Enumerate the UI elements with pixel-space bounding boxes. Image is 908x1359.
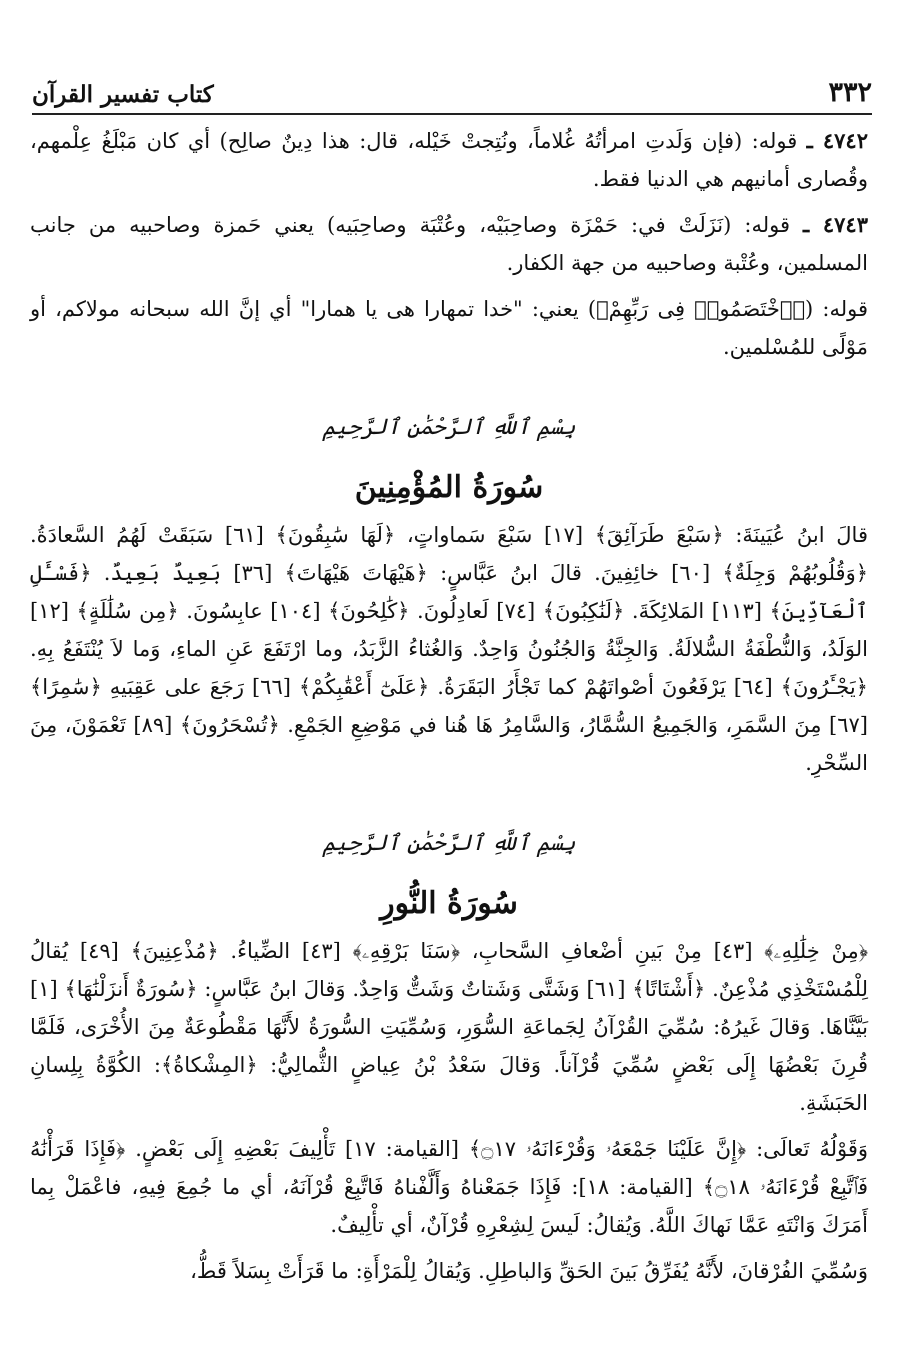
sura-muminun-paragraph: قالَ ابنُ عُيَينَةَ: ﴿سَبْعَ طَرَآئِقَ﴾ [١٧] سَبْعَ سَماواتٍ، ﴿لَهَا سَٰبِقُونَ﴾ [٦١] سَبَقَتْ لَهُمُ السَّعادَةُ. ﴿وَقُلُوبُهُمْ وَجِلَةٌ﴾ [٦٠] خائِفِينَ. قالَ ابنُ عَبَّاسٍ: ﴿هَيْهَاتَ هَيْهَاتَ﴾ [٣٦] بَعِيدٌ بَعِيدٌ. ﴿فَسْـَٔلِ ٱلْعَآدِّينَ﴾ [١١٣] المَلائِكَةَ. ﴿لَنَٰكِبُونَ﴾ [٧٤] لَعادِلُونَ. ﴿كَٰلِحُونَ﴾ [١٠٤] عابِسُونَ. ﴿مِن سُلَٰلَةٍ﴾ [١٢] الوَلَدُ، وَالنُّطْفَةُ السُّلالَةُ. وَالجِنَّةُ وَالجُنُونُ وَاحِدٌ. وَالغُثاءُ الزَّبَدُ، وما ارْتَفَعَ عَنِ الماءِ، وَما لاَ يُنْتَفَعُ بِهِ. ﴿يَجْـَٔرُونَ﴾ [٦٤] يَرْفَعُونَ أصْواتَهُمْ كما تَجْأَرُ البَقَرَةُ. ﴿عَلَىٰٓ أَعْقَٰبِكُمْ﴾ [٦٦] رَجَعَ على عَقِبَيهِ ﴿سَٰمِرًا﴾ [٦٧] مِنَ السَّمَرِ، وَالجَمِيعُ السُّمَّارُ، وَالسَّامِرُ هَا هُنا في مَوْضِعِ الجَمْعِ. ﴿تُسْحَرُونَ﴾ [٨٩] تَعْمَوْنَ، مِنَ السِّحْرِ. bbox=[30, 523, 869, 775]
entry-number: ٤٧٤٣ ـ bbox=[803, 212, 868, 237]
sura-nur-paragraph: وَسُمِّيَ الفُرْقانَ، لأَنَّهُ يُفَرِّقُ بَينَ الحَقِّ وَالباطِلِ. وَيُقالُ لِلْمَرْأَةِ: ما قَرَأَتْ بِسَلاً قَطُّ، bbox=[190, 1259, 868, 1283]
page-number: ٣٣٢ bbox=[828, 77, 872, 108]
sura-title-muminun: سُورَةُ المُؤْمِنِينَ bbox=[354, 470, 544, 505]
header-rule bbox=[32, 113, 872, 115]
basmala-heading: بِسْمِ ٱللَّهِ ٱلرَّحْمَٰنِ ٱلرَّحِيمِ bbox=[322, 415, 576, 440]
entry-text: قوله: (فإن وَلَدتِ امرأتُهُ غُلاماً، ونُتِجتْ خَيْله، قال: هذا دِينٌ صالِح) أي كان مَبْلَغُ عِلْمهم، وقُصارى أمانيهم هي الدنيا فقط. bbox=[30, 129, 868, 191]
sura-nur-paragraph: ﴿مِنْ خِلَٰلِهِۦ﴾ [٤٣] مِنْ بَينِ أضْعافِ السَّحابِ، ﴿سَنَا بَرْقِهِۦ﴾ [٤٣] الضِّياءُ. ﴿مُذْعِنِينَ﴾ [٤٩] يُقالُ لِلْمُسْتَخْذِي مُذْعِنٌ. ﴿أَشْتَاتًا﴾ [٦١] وَشَتَّى وَشَتاتٌ وَشَتٌّ وَاحِدٌ. وَقالَ ابنُ عَبَّاسٍ: ﴿سُورَةٌ أَنزَلْنَٰهَا﴾ [١] بَيَّنَّاهَا. وَقالَ غَيرُهُ: سُمِّيَ القُرْآنُ لِجَماعَةِ السُّوَرِ، وَسُمِّيَتِ السُّورَةُ لأَنَّهَا مَقْطُوعَةٌ مِنَ الأُخْرَى، فَلَمَّا قُرِنَ بَعْضُهَا إِلَى بَعْضٍ سُمِّيَ قُرْآناً. وَقالَ سَعْدُ بْنُ عِياضٍ الثُّمالِيُّ: ﴿المِشْكاةُ﴾: الكُوَّةُ بِلِسانِ الحَبَشَةِ. bbox=[30, 939, 869, 1115]
basmala-heading: بِسْمِ ٱللَّهِ ٱلرَّحْمَٰنِ ٱلرَّحِيمِ bbox=[322, 831, 576, 856]
commentary-paragraph bbox=[30, 290, 868, 366]
page-content bbox=[30, 122, 868, 1298]
page-header bbox=[32, 68, 872, 108]
hadith-entry-4743 bbox=[30, 206, 868, 282]
hadith-entry-4742 bbox=[30, 122, 868, 198]
entry-text: قوله: (نَزَلَتْ في: حَمْزَة وصاحِبَيْه، وعُتْبَة وصاحِبَيه) يعني حَمزة وصاحبيه من جانب المسلمين، وعُتْبة وصاحبيه من جهة الكفار. bbox=[30, 213, 868, 275]
sura-title-nur: سُورَةُ النُّورِ bbox=[380, 886, 518, 921]
running-title: كتاب تفسير القرآن bbox=[32, 81, 214, 108]
sura-nur-paragraph: وَقَوْلُهُ تَعالَى: ﴿إِنَّ عَلَيْنَا جَمْعَهُۥ وَقُرْءَانَهُۥ ۝١٧﴾ [القيامة: ١٧] تَأْلِيفَ بَعْضِهِ إِلَى بَعْضٍ. ﴿فَإِذَا قَرَأْنَٰهُ فَٱتَّبِعْ قُرْءَانَهُۥ ۝١٨﴾ [القيامة: ١٨]: فَإِذَا جَمَعْناهُ وَأَلَّفْناهُ فَاتَّبِعْ قُرْآنَهُ، أي ما جُمِعَ فِيهِ، فاعْمَلْ بِما أَمَرَكَ وَانْتَهِ عَمَّا نَهاكَ اللَّهُ. وَيُقالُ: لَيسَ لِشِعْرِهِ قُرْآنٌ، أي تأْلِيفٌ. bbox=[30, 1137, 869, 1237]
entry-number: ٤٧٤٢ ـ bbox=[806, 128, 868, 153]
entry-text: قوله: (﴿ٱخْتَصَمُوا۟ فِى رَبِّهِمْ﴾) يعني: "خدا تمهارا هى يا همارا" أي إنَّ الله سبحانه مولاكم، أو مَوْلًى للمُسْلمين. bbox=[30, 297, 868, 359]
